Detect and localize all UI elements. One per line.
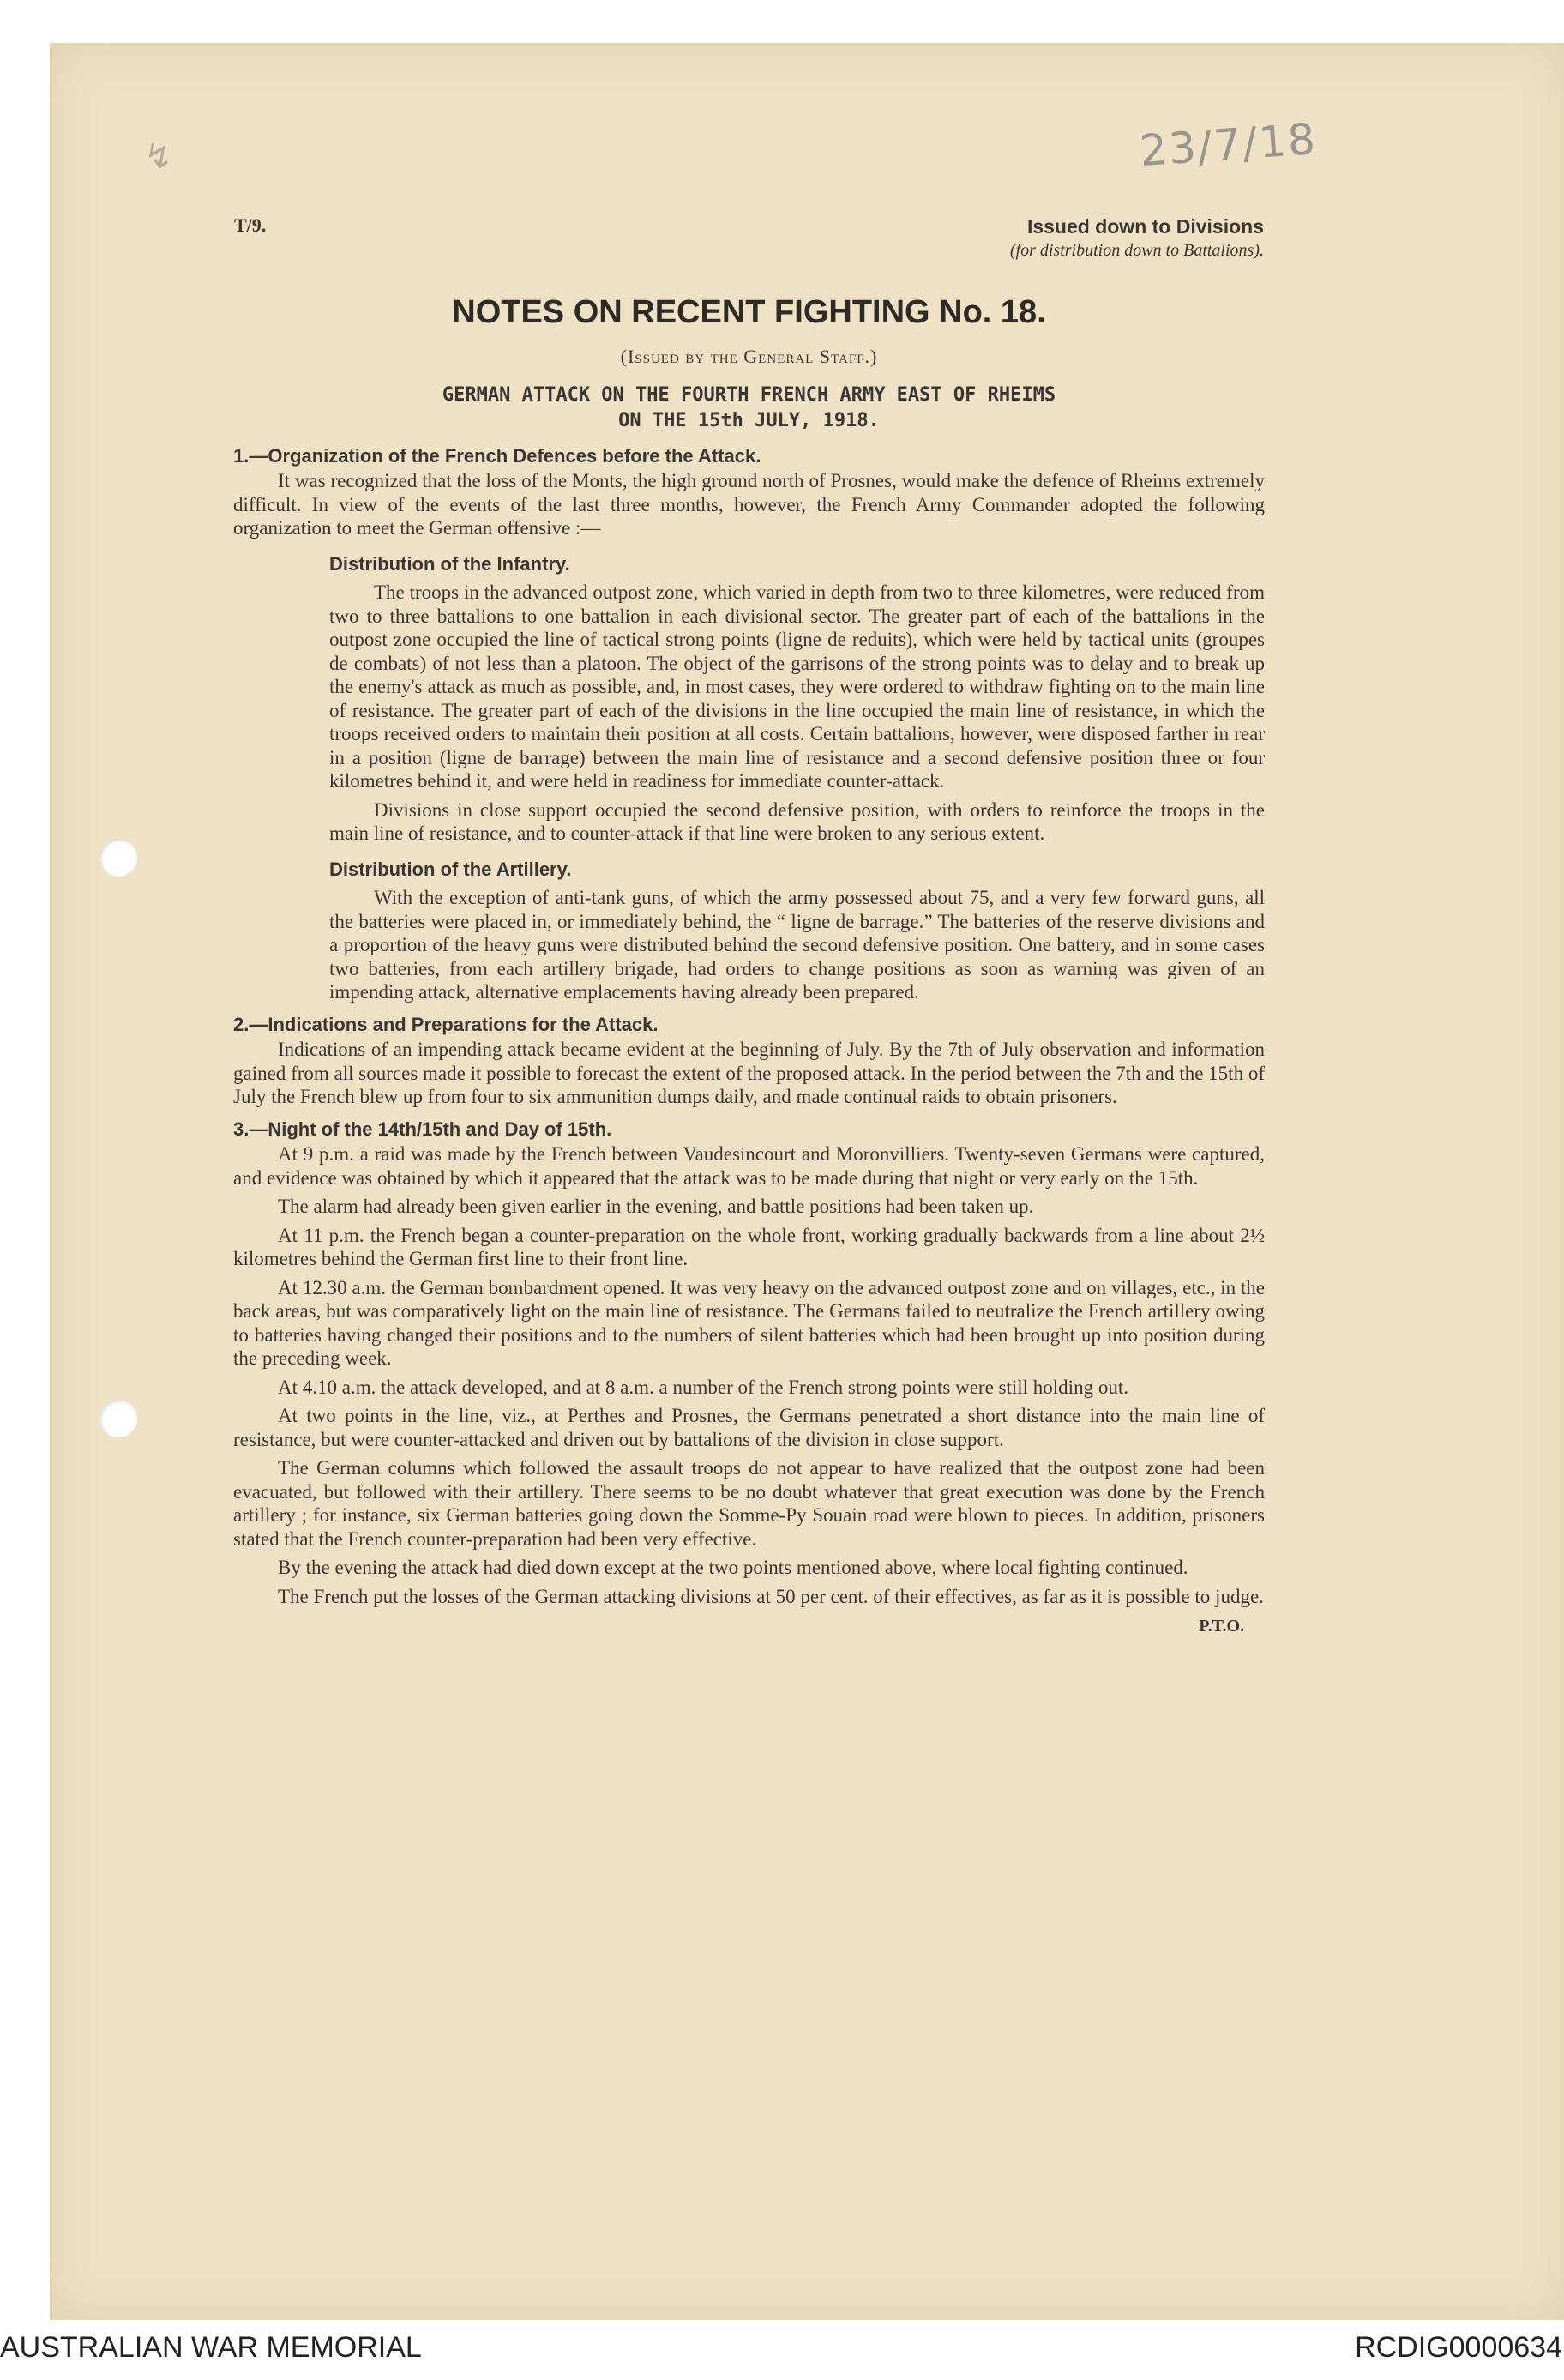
- section-3-heading: 3.—Night of the 14th/15th and Day of 15th.: [233, 1118, 612, 1140]
- infantry-paragraph-2: Divisions in close support occupied the second defensive position, with orders to reinforce the troops in the main line of resistance, and to counter-attack if that line were broken to any serious extent.: [329, 798, 1265, 844]
- section-3-paragraph-5: At 4.10 a.m. the attack developed, and at 8 a.m. a number of the French strong points were still holding out.: [278, 1376, 1128, 1398]
- artillery-heading: Distribution of the Artillery.: [329, 858, 572, 880]
- section-2-heading: 2.—Indications and Preparations for the Attack.: [233, 1013, 659, 1035]
- please-turn-over: P.T.O.: [1199, 1617, 1244, 1636]
- section-3-paragraph-2: The alarm had already been given earlier in the evening, and battle positions had been taken up.: [278, 1196, 1034, 1217]
- section-3-paragraph-1: At 9 p.m. a raid was made by the French between Vaudesincourt and Moronvilliers. Twenty-seven Germans were captured, and evidence was obtained by which it appeared that the attack was to be made during that night or very early on the 15th.: [233, 1143, 1265, 1189]
- section-1-heading: 1.—Organization of the French Defences before the Attack.: [233, 444, 761, 467]
- section-1-subsections: [329, 552, 1265, 1004]
- issued-note: [1010, 214, 1264, 262]
- section-3-paragraph-7: The German columns which followed the assault troops do not appear to have realized that the outpost zone had been evacuated, but followed with their artillery. There seems to be no doubt whatever that great execution was done by the French artillery ; for instance, six German batteries going down the Somme-Py Souain road were blown to pieces. In addition, prisoners stated that the French counter-preparation had been very effective.: [233, 1457, 1265, 1550]
- infantry-paragraph-1: The troops in the advanced outpost zone, which varied in depth from two to three kilometres, were reduced from two to three battalions to one battalion in each divisional sector. The greater part of each of the battalions in the outpost zone occupied the line of tactical strong points (ligne de reduits), which were held by tactical units (groupes de combats) of not less than a platoon. The object of the garrisons of the strong points was to delay and to break up the enemy's attack as much as possible, and, in most cases, they were ordered to withdraw fighting on to the main line of resistance. The greater part of each of the divisions in the line occupied the main line of resistance, in which the troops received orders to maintain their position at all costs. Certain battalions, however, were disposed farther in rear in a position (ligne de barrage) between the main line of resistance and a second defensive position three or four kilometres behind it, and were held in readiness for immediate counter-attack.: [329, 581, 1265, 792]
- document-reference: T/9.: [234, 214, 267, 236]
- handwritten-date: 23/7/18: [1138, 113, 1319, 177]
- pencil-mark-icon: ↯: [144, 137, 173, 177]
- footer-institution: AUSTRALIAN WAR MEMORIAL: [0, 2331, 422, 2364]
- section-3-paragraph-9: The French put the losses of the German attacking divisions at 50 per cent. of their effectives, as far as it is possible to judge.: [278, 1585, 1264, 1607]
- section-1-intro: It was recognized that the loss of the Monts, the high ground north of Prosnes, would make the defence of Rheims extremely difficult. In view of the events of the last three months, however, the French Army Commander adopted the following organization to meet the German offensive :—: [233, 470, 1265, 539]
- subtitle-line-2: ON THE 15th JULY, 1918.: [618, 409, 880, 431]
- document-subtitle: [233, 383, 1265, 434]
- document-title: NOTES ON RECENT FIGHTING No. 18.: [452, 294, 1046, 330]
- infantry-heading: Distribution of the Infantry.: [329, 552, 570, 575]
- section-3-paragraph-4: At 12.30 a.m. the German bombardment opened. It was very heavy on the advanced outpost zone and on villages, etc., in the back areas, but was comparatively light on the main line of resistance. The Germans failed to neutralize the French artillery owing to batteries having changed their positions and to the numbers of silent batteries which had been brought up into position during the preceding week.: [233, 1276, 1265, 1369]
- section-3-paragraph-6: At two points in the line, viz., at Perthes and Prosnes, the Germans penetrated a short distance into the main line of resistance, but were counter-attacked and driven out by battalions of the division in close support.: [233, 1405, 1265, 1450]
- artillery-paragraph-1: With the exception of anti-tank guns, of which the army possessed about 75, and a very few forward guns, all the batteries were placed in, or immediately behind, the “ ligne de barrage.” The batteries of the reserve divisions and a proportion of the heavy guns were distributed behind the second defensive position. One battery, and in some cases two batteries, from each artillery brigade, had orders to change positions as soon as warning was given of an impending attack, alternative emplacements having already been prepared.: [329, 887, 1265, 1003]
- footer-catalogue-id: RCDIG0000634: [1355, 2331, 1562, 2364]
- document-byline: (Issued by the General Staff.): [620, 346, 878, 367]
- subtitle-line-1: GERMAN ATTACK ON THE FOURTH FRENCH ARMY EAST OF RHEIMS: [442, 383, 1056, 406]
- punch-hole-upper: [99, 839, 137, 877]
- document-body: [233, 292, 1265, 1639]
- punch-hole-lower: [99, 1400, 137, 1437]
- section-3-paragraph-8: By the evening the attack had died down except at the two points mentioned above, where local fighting continued.: [278, 1557, 1188, 1578]
- issued-line-2: (for distribution down to Battalions).: [1009, 241, 1264, 260]
- section-2-paragraph-1: Indications of an impending attack became evident at the beginning of July. By the 7th of July observation and information gained from all sources made it possible to forecast the extent of the proposed attack. In the period between the 7th and the 15th of July the French blew up from four to six ammunition dumps daily, and made continual raids to obtain prisoners.: [233, 1039, 1265, 1107]
- section-3-paragraph-3: At 11 p.m. the French began a counter-preparation on the whole front, working gradually backwards from a line about 2½ kilometres behind the German first line to their front line.: [233, 1224, 1265, 1269]
- issued-line-1: Issued down to Divisions: [1026, 215, 1264, 238]
